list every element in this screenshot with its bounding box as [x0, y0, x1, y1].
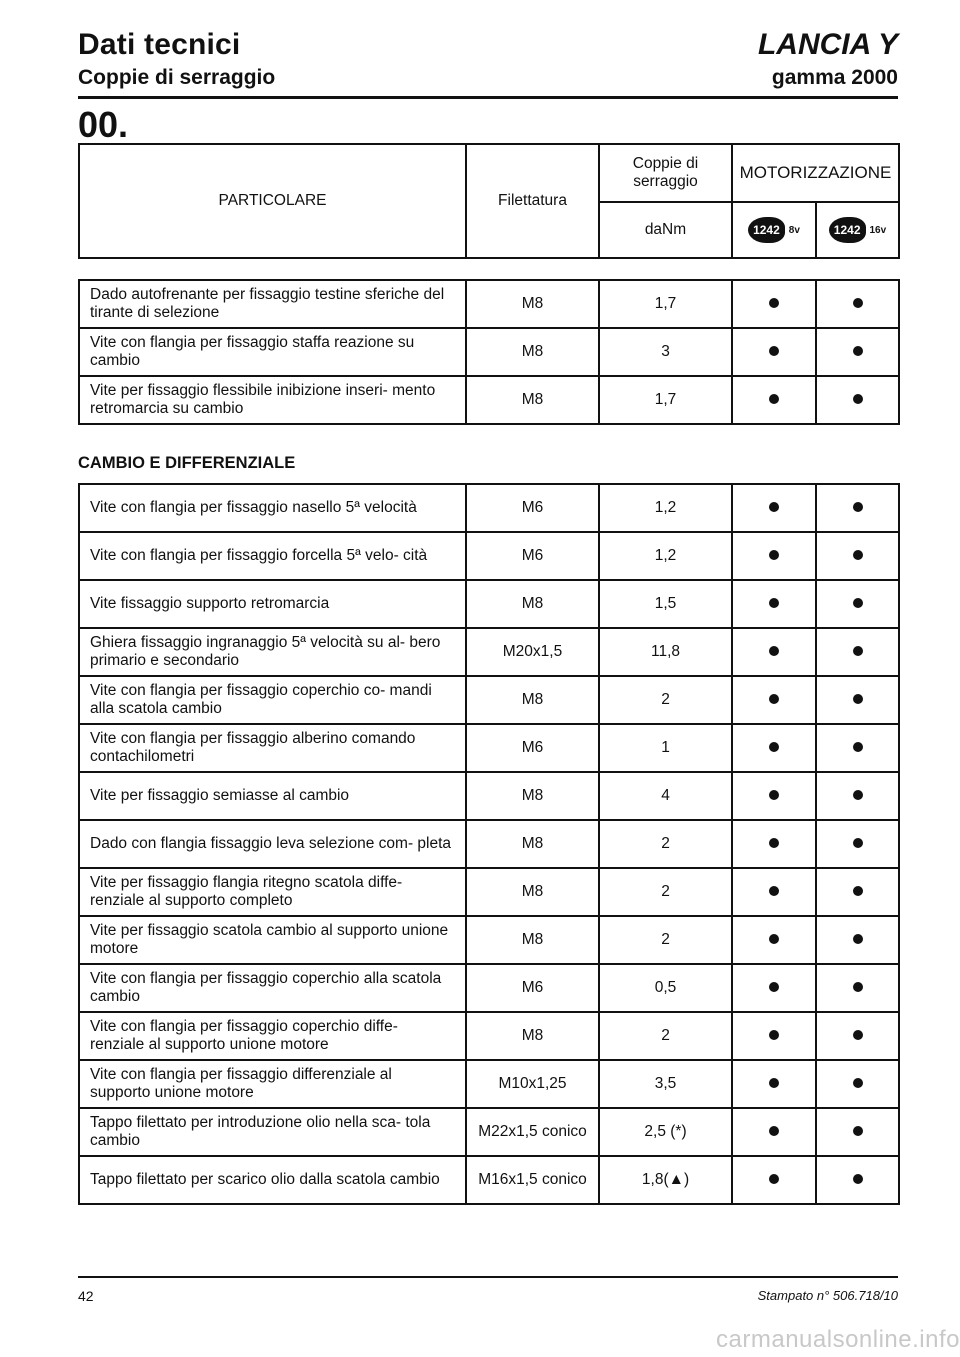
table-row	[79, 772, 899, 820]
engine-valves: 16v	[869, 224, 887, 236]
header-engine-1242-16v	[816, 202, 899, 258]
part-description: Vite per fissaggio semiasse al cambio	[79, 772, 466, 820]
engine-16v-applicable	[816, 1012, 899, 1060]
table-row	[79, 1156, 899, 1204]
thread-size: M6	[466, 964, 599, 1012]
table-row	[79, 328, 899, 376]
engine-8v-applicable	[732, 1156, 816, 1204]
table-row	[79, 1012, 899, 1060]
torque-value: 1,7	[599, 376, 732, 424]
bullet-dot-icon	[769, 298, 779, 308]
section-number: 00.	[78, 104, 129, 145]
section-label-cambio: CAMBIO E DIFFERENZIALE	[78, 454, 296, 472]
thread-size: M22x1,5 conico	[466, 1108, 599, 1156]
torque-value: 2	[599, 868, 732, 916]
bullet-dot-icon	[853, 1174, 863, 1184]
torque-value: 3,5	[599, 1060, 732, 1108]
print-reference: Stampato n° 506.718/10	[757, 1288, 898, 1303]
table-row	[79, 868, 899, 916]
bullet-dot-icon	[853, 646, 863, 656]
bullet-dot-icon	[853, 742, 863, 752]
torque-value: 1,2	[599, 484, 732, 532]
part-description: Vite con flangia per fissaggio alberino comando contachilometri	[79, 724, 466, 772]
table-row	[79, 964, 899, 1012]
bullet-dot-icon	[853, 394, 863, 404]
bullet-dot-icon	[853, 838, 863, 848]
engine-16v-applicable	[816, 1108, 899, 1156]
table-header	[78, 143, 900, 259]
table-row	[79, 724, 899, 772]
part-description: Vite con flangia per fissaggio staffa reazione su cambio	[79, 328, 466, 376]
torque-value: 2	[599, 1012, 732, 1060]
engine-16v-applicable	[816, 964, 899, 1012]
thread-size: M6	[466, 484, 599, 532]
engine-16v-applicable	[816, 820, 899, 868]
torque-value: 2	[599, 916, 732, 964]
thread-size: M8	[466, 772, 599, 820]
torque-value: 2	[599, 820, 732, 868]
engine-16v-applicable	[816, 580, 899, 628]
torque-value: 1,8(▲)	[599, 1156, 732, 1204]
bullet-dot-icon	[769, 1126, 779, 1136]
bullet-dot-icon	[769, 550, 779, 560]
bullet-dot-icon	[853, 982, 863, 992]
engine-8v-applicable	[732, 916, 816, 964]
engine-16v-applicable	[816, 1060, 899, 1108]
bullet-dot-icon	[769, 694, 779, 704]
part-description: Dado autofrenante per fissaggio testine sferiche del tirante di selezione	[79, 280, 466, 328]
engine-8v-applicable	[732, 628, 816, 676]
header-particolare: PARTICOLARE	[79, 144, 466, 258]
table-row	[79, 1108, 899, 1156]
model-range: gamma 2000	[771, 66, 898, 89]
part-description: Vite con flangia per fissaggio nasello 5ª velocità	[79, 484, 466, 532]
engine-8v-applicable	[732, 964, 816, 1012]
part-description: Vite con flangia per fissaggio differenziale al supporto unione motore	[79, 1060, 466, 1108]
table-row	[79, 532, 899, 580]
page-number: 42	[78, 1288, 94, 1304]
part-description: Vite con flangia per fissaggio coperchio co- mandi alla scatola cambio	[79, 676, 466, 724]
bullet-dot-icon	[769, 838, 779, 848]
engine-16v-applicable	[816, 376, 899, 424]
thread-size: M10x1,25	[466, 1060, 599, 1108]
thread-size: M6	[466, 532, 599, 580]
engine-8v-applicable	[732, 1012, 816, 1060]
thread-size: M16x1,5 conico	[466, 1156, 599, 1204]
engine-icon: 1242	[829, 217, 866, 243]
part-description: Dado con flangia fissaggio leva selezione com- pleta	[79, 820, 466, 868]
torque-table-cambio-differenziale	[78, 483, 900, 1205]
thread-size: M8	[466, 676, 599, 724]
bullet-dot-icon	[853, 502, 863, 512]
engine-16v-applicable	[816, 280, 899, 328]
part-description: Tappo filettato per scarico olio dalla scatola cambio	[79, 1156, 466, 1204]
torque-value: 2,5 (*)	[599, 1108, 732, 1156]
table-row	[79, 280, 899, 328]
torque-table-group-1	[78, 279, 900, 425]
header-coppie: Coppie di serraggio	[599, 144, 732, 202]
engine-8v-applicable	[732, 868, 816, 916]
engine-16v-applicable	[816, 484, 899, 532]
part-description: Vite con flangia per fissaggio forcella 5ª velo- cità	[79, 532, 466, 580]
engine-8v-applicable	[732, 328, 816, 376]
engine-8v-applicable	[732, 484, 816, 532]
engine-8v-applicable	[732, 1060, 816, 1108]
bullet-dot-icon	[769, 598, 779, 608]
engine-8v-applicable	[732, 820, 816, 868]
thread-size: M8	[466, 820, 599, 868]
engine-8v-applicable	[732, 1108, 816, 1156]
engine-8v-applicable	[732, 772, 816, 820]
bullet-dot-icon	[853, 1030, 863, 1040]
bullet-dot-icon	[853, 934, 863, 944]
bullet-dot-icon	[853, 1078, 863, 1088]
bullet-dot-icon	[769, 1174, 779, 1184]
engine-8v-applicable	[732, 724, 816, 772]
thread-size: M8	[466, 580, 599, 628]
bullet-dot-icon	[853, 598, 863, 608]
engine-8v-applicable	[732, 280, 816, 328]
engine-16v-applicable	[816, 1156, 899, 1204]
document-subtitle: Coppie di serraggio	[78, 66, 276, 89]
torque-value: 1	[599, 724, 732, 772]
engine-icon: 1242	[748, 217, 785, 243]
thread-size: M8	[466, 1012, 599, 1060]
table-row	[79, 1060, 899, 1108]
engine-16v-applicable	[816, 772, 899, 820]
header-filettatura: Filettatura	[466, 144, 599, 258]
torque-value: 11,8	[599, 628, 732, 676]
bullet-dot-icon	[769, 646, 779, 656]
thread-size: M8	[466, 376, 599, 424]
engine-8v-applicable	[732, 580, 816, 628]
engine-16v-applicable	[816, 628, 899, 676]
document-title: Dati tecnici	[78, 28, 241, 61]
engine-16v-applicable	[816, 724, 899, 772]
table-row	[79, 676, 899, 724]
bullet-dot-icon	[853, 694, 863, 704]
table-row	[79, 820, 899, 868]
thread-size: M8	[466, 280, 599, 328]
brand-name: LANCIA Y	[757, 28, 898, 61]
torque-value: 1,7	[599, 280, 732, 328]
header-engine-1242-8v	[732, 202, 816, 258]
bullet-dot-icon	[853, 346, 863, 356]
header-motorizzazione: MOTORIZZAZIONE	[732, 144, 899, 202]
bullet-dot-icon	[853, 550, 863, 560]
bullet-dot-icon	[853, 790, 863, 800]
engine-8v-applicable	[732, 376, 816, 424]
thread-size: M8	[466, 328, 599, 376]
part-description: Vite con flangia per fissaggio coperchio diffe- renziale al supporto unione motore	[79, 1012, 466, 1060]
engine-valves: 8v	[788, 224, 800, 236]
bullet-dot-icon	[769, 394, 779, 404]
table-row	[79, 580, 899, 628]
watermark: carmanualsonline.info	[716, 1326, 960, 1353]
bullet-dot-icon	[853, 298, 863, 308]
engine-16v-applicable	[816, 868, 899, 916]
header-torque-unit: daNm	[599, 202, 732, 258]
bullet-dot-icon	[769, 934, 779, 944]
part-description: Ghiera fissaggio ingranaggio 5ª velocità su al- bero primario e secondario	[79, 628, 466, 676]
torque-value: 1,5	[599, 580, 732, 628]
engine-16v-applicable	[816, 532, 899, 580]
part-description: Tappo filettato per introduzione olio nella sca- tola cambio	[79, 1108, 466, 1156]
thread-size: M8	[466, 916, 599, 964]
engine-16v-applicable	[816, 676, 899, 724]
footer-rule	[78, 1276, 898, 1278]
engine-16v-applicable	[816, 328, 899, 376]
torque-value: 2	[599, 676, 732, 724]
part-description: Vite fissaggio supporto retromarcia	[79, 580, 466, 628]
part-description: Vite per fissaggio flessibile inibizione inseri- mento retromarcia su cambio	[79, 376, 466, 424]
bullet-dot-icon	[769, 1030, 779, 1040]
table-row	[79, 628, 899, 676]
engine-16v-applicable	[816, 916, 899, 964]
torque-value: 0,5	[599, 964, 732, 1012]
header-rule	[78, 96, 898, 99]
thread-size: M20x1,5	[466, 628, 599, 676]
bullet-dot-icon	[769, 1078, 779, 1088]
engine-8v-applicable	[732, 676, 816, 724]
torque-value: 3	[599, 328, 732, 376]
table-row	[79, 484, 899, 532]
table-row	[79, 376, 899, 424]
torque-value: 4	[599, 772, 732, 820]
table-row	[79, 916, 899, 964]
thread-size: M8	[466, 868, 599, 916]
bullet-dot-icon	[769, 346, 779, 356]
torque-value: 1,2	[599, 532, 732, 580]
bullet-dot-icon	[853, 1126, 863, 1136]
part-description: Vite per fissaggio scatola cambio al supporto unione motore	[79, 916, 466, 964]
bullet-dot-icon	[769, 982, 779, 992]
bullet-dot-icon	[769, 790, 779, 800]
bullet-dot-icon	[769, 886, 779, 896]
part-description: Vite per fissaggio flangia ritegno scatola diffe- renziale al supporto completo	[79, 868, 466, 916]
bullet-dot-icon	[769, 742, 779, 752]
bullet-dot-icon	[853, 886, 863, 896]
bullet-dot-icon	[769, 502, 779, 512]
engine-8v-applicable	[732, 532, 816, 580]
thread-size: M6	[466, 724, 599, 772]
part-description: Vite con flangia per fissaggio coperchio alla scatola cambio	[79, 964, 466, 1012]
